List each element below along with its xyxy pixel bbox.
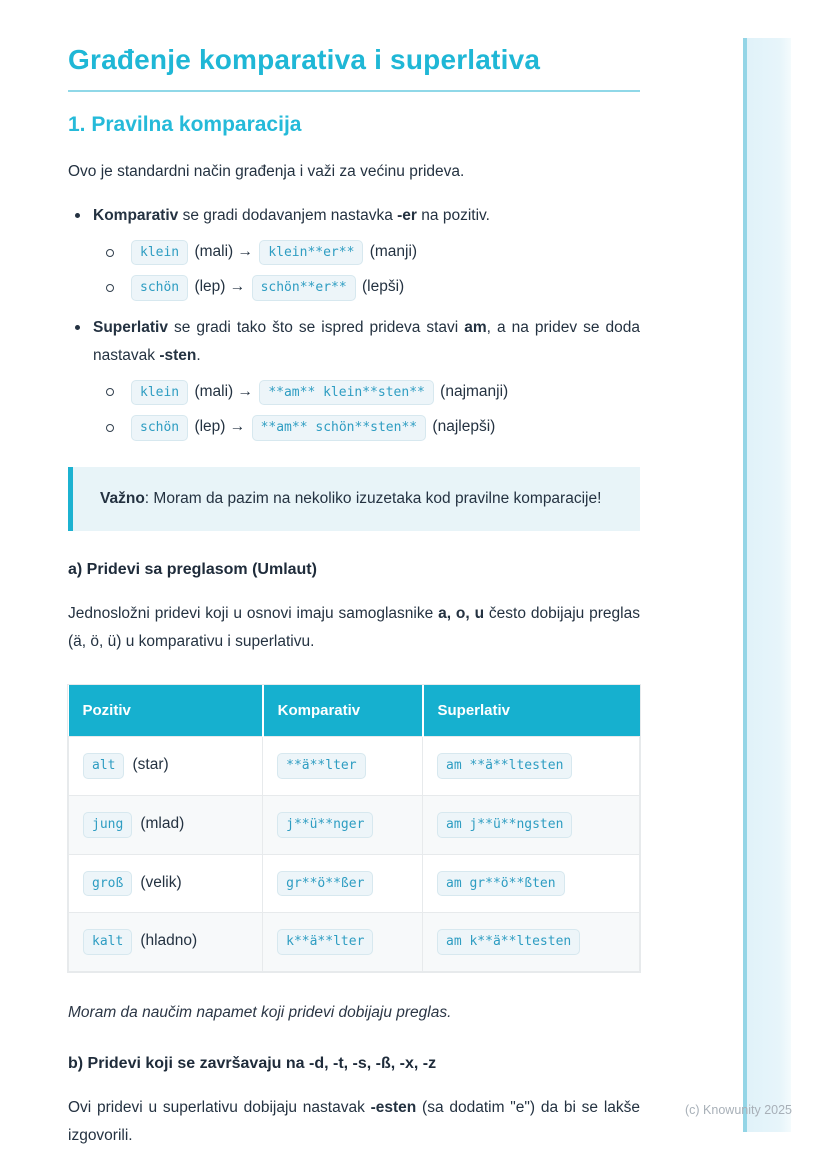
code-word: groß <box>83 871 132 897</box>
komparativ-examples <box>93 240 640 301</box>
cell-superlativ <box>423 795 640 854</box>
translation-note: (star) <box>132 756 169 774</box>
circle-bullet-icon <box>106 388 114 396</box>
rules-list <box>68 202 640 441</box>
circle-bullet-icon <box>106 424 114 432</box>
copyright-footer: (c) Knowunity 2025 <box>685 1103 793 1117</box>
document-page <box>68 42 640 1150</box>
code-word: am gr**ö**ßten <box>437 871 565 897</box>
subsection-a-paragraph: Jednosložni pridevi koji u osnovi imaju samoglasnike a, o, u često dobijaju preglas (ä, ö, ü) u komparativu i superlativu. <box>68 604 640 650</box>
column-header-pozitiv: Pozitiv <box>69 685 263 737</box>
important-callout <box>68 467 640 531</box>
example-text: schön (lep) → schön**er** (lepši) <box>129 275 404 301</box>
table-header-row <box>69 685 640 737</box>
translation-note: (velik) <box>140 873 182 891</box>
code-word: am k**ä**ltesten <box>437 929 580 955</box>
cell-pozitiv <box>69 913 263 972</box>
callout-text: Važno: Moram da pazim na nekoliko izuzetaka kod pravilne komparacije! <box>100 489 602 507</box>
subsection-b-paragraph: Ovi pridevi u superlativu dobijaju nastavak -esten (sa dodatim "e") da bi se lakše izgovorili. <box>68 1099 641 1145</box>
code-word: k**ä**lter <box>277 929 373 955</box>
example-line-schoen-komparativ <box>93 275 640 301</box>
code-word: gr**ö**ßer <box>277 871 373 897</box>
list-item-komparativ <box>68 202 640 301</box>
code-word: am j**ü**ngsten <box>437 812 572 838</box>
code-word: alt <box>83 753 124 779</box>
page-title: Građenje komparativa i superlativa <box>68 44 541 75</box>
translation-note: (hladno) <box>140 932 198 950</box>
cell-komparativ <box>263 737 423 796</box>
cell-komparativ <box>263 913 423 972</box>
example-line-klein-komparativ <box>93 240 640 266</box>
circle-bullet-icon <box>106 249 114 257</box>
subsection-a-heading: a) Pridevi sa preglasom (Umlaut) <box>68 560 317 578</box>
bullet-dot-icon <box>75 325 80 330</box>
circle-bullet-icon <box>106 284 114 292</box>
title-divider <box>68 90 640 92</box>
table-row <box>69 737 640 796</box>
code-word: am **ä**ltesten <box>437 753 572 779</box>
cell-komparativ <box>263 854 423 913</box>
code-word: jung <box>83 812 132 838</box>
example-line-schoen-superlativ <box>93 415 640 441</box>
cell-pozitiv <box>69 737 263 796</box>
example-text: klein (mali) → klein**er** (manji) <box>129 240 417 266</box>
example-line-klein-superlativ <box>93 380 640 406</box>
section-1-intro: Ovo je standardni način građenja i važi za većinu prideva. <box>68 163 465 180</box>
table-row <box>69 913 640 972</box>
example-text: schön (lep) → **am** schön**sten** (najlepši) <box>129 415 495 441</box>
column-header-komparativ: Komparativ <box>263 685 423 737</box>
table-row <box>69 795 640 854</box>
komparativ-rule-text: Komparativ se gradi dodavanjem nastavka -er na pozitiv. <box>93 206 490 224</box>
subsection-b-heading: b) Pridevi koji se završavaju na -d, -t, -s, -ß, -x, -z <box>68 1055 437 1073</box>
superlativ-examples <box>93 380 640 441</box>
page-edge-strip <box>743 38 791 1132</box>
umlaut-comparison-table <box>68 685 640 971</box>
cell-superlativ <box>423 737 640 796</box>
section-1-heading: 1. Pravilna komparacija <box>68 113 302 136</box>
table-row <box>69 854 640 913</box>
code-word: **ä**lter <box>277 753 365 779</box>
cell-superlativ <box>423 854 640 913</box>
column-header-superlativ: Superlativ <box>423 685 640 737</box>
list-item-superlativ <box>68 314 640 441</box>
code-word: j**ü**nger <box>277 812 373 838</box>
cell-pozitiv <box>69 795 263 854</box>
example-text: klein (mali) → **am** klein**sten** (najmanji) <box>129 380 508 406</box>
memorization-note: Moram da naučim napamet koji pridevi dobijaju preglas. <box>68 1003 452 1021</box>
cell-superlativ <box>423 913 640 972</box>
cell-pozitiv <box>69 854 263 913</box>
cell-komparativ <box>263 795 423 854</box>
code-word: kalt <box>83 929 132 955</box>
bullet-dot-icon <box>75 213 80 218</box>
translation-note: (mlad) <box>140 814 185 832</box>
superlativ-rule-text: Superlativ se gradi tako što se ispred prideva stavi am, a na pridev se doda nastavak -sten. <box>93 318 640 364</box>
